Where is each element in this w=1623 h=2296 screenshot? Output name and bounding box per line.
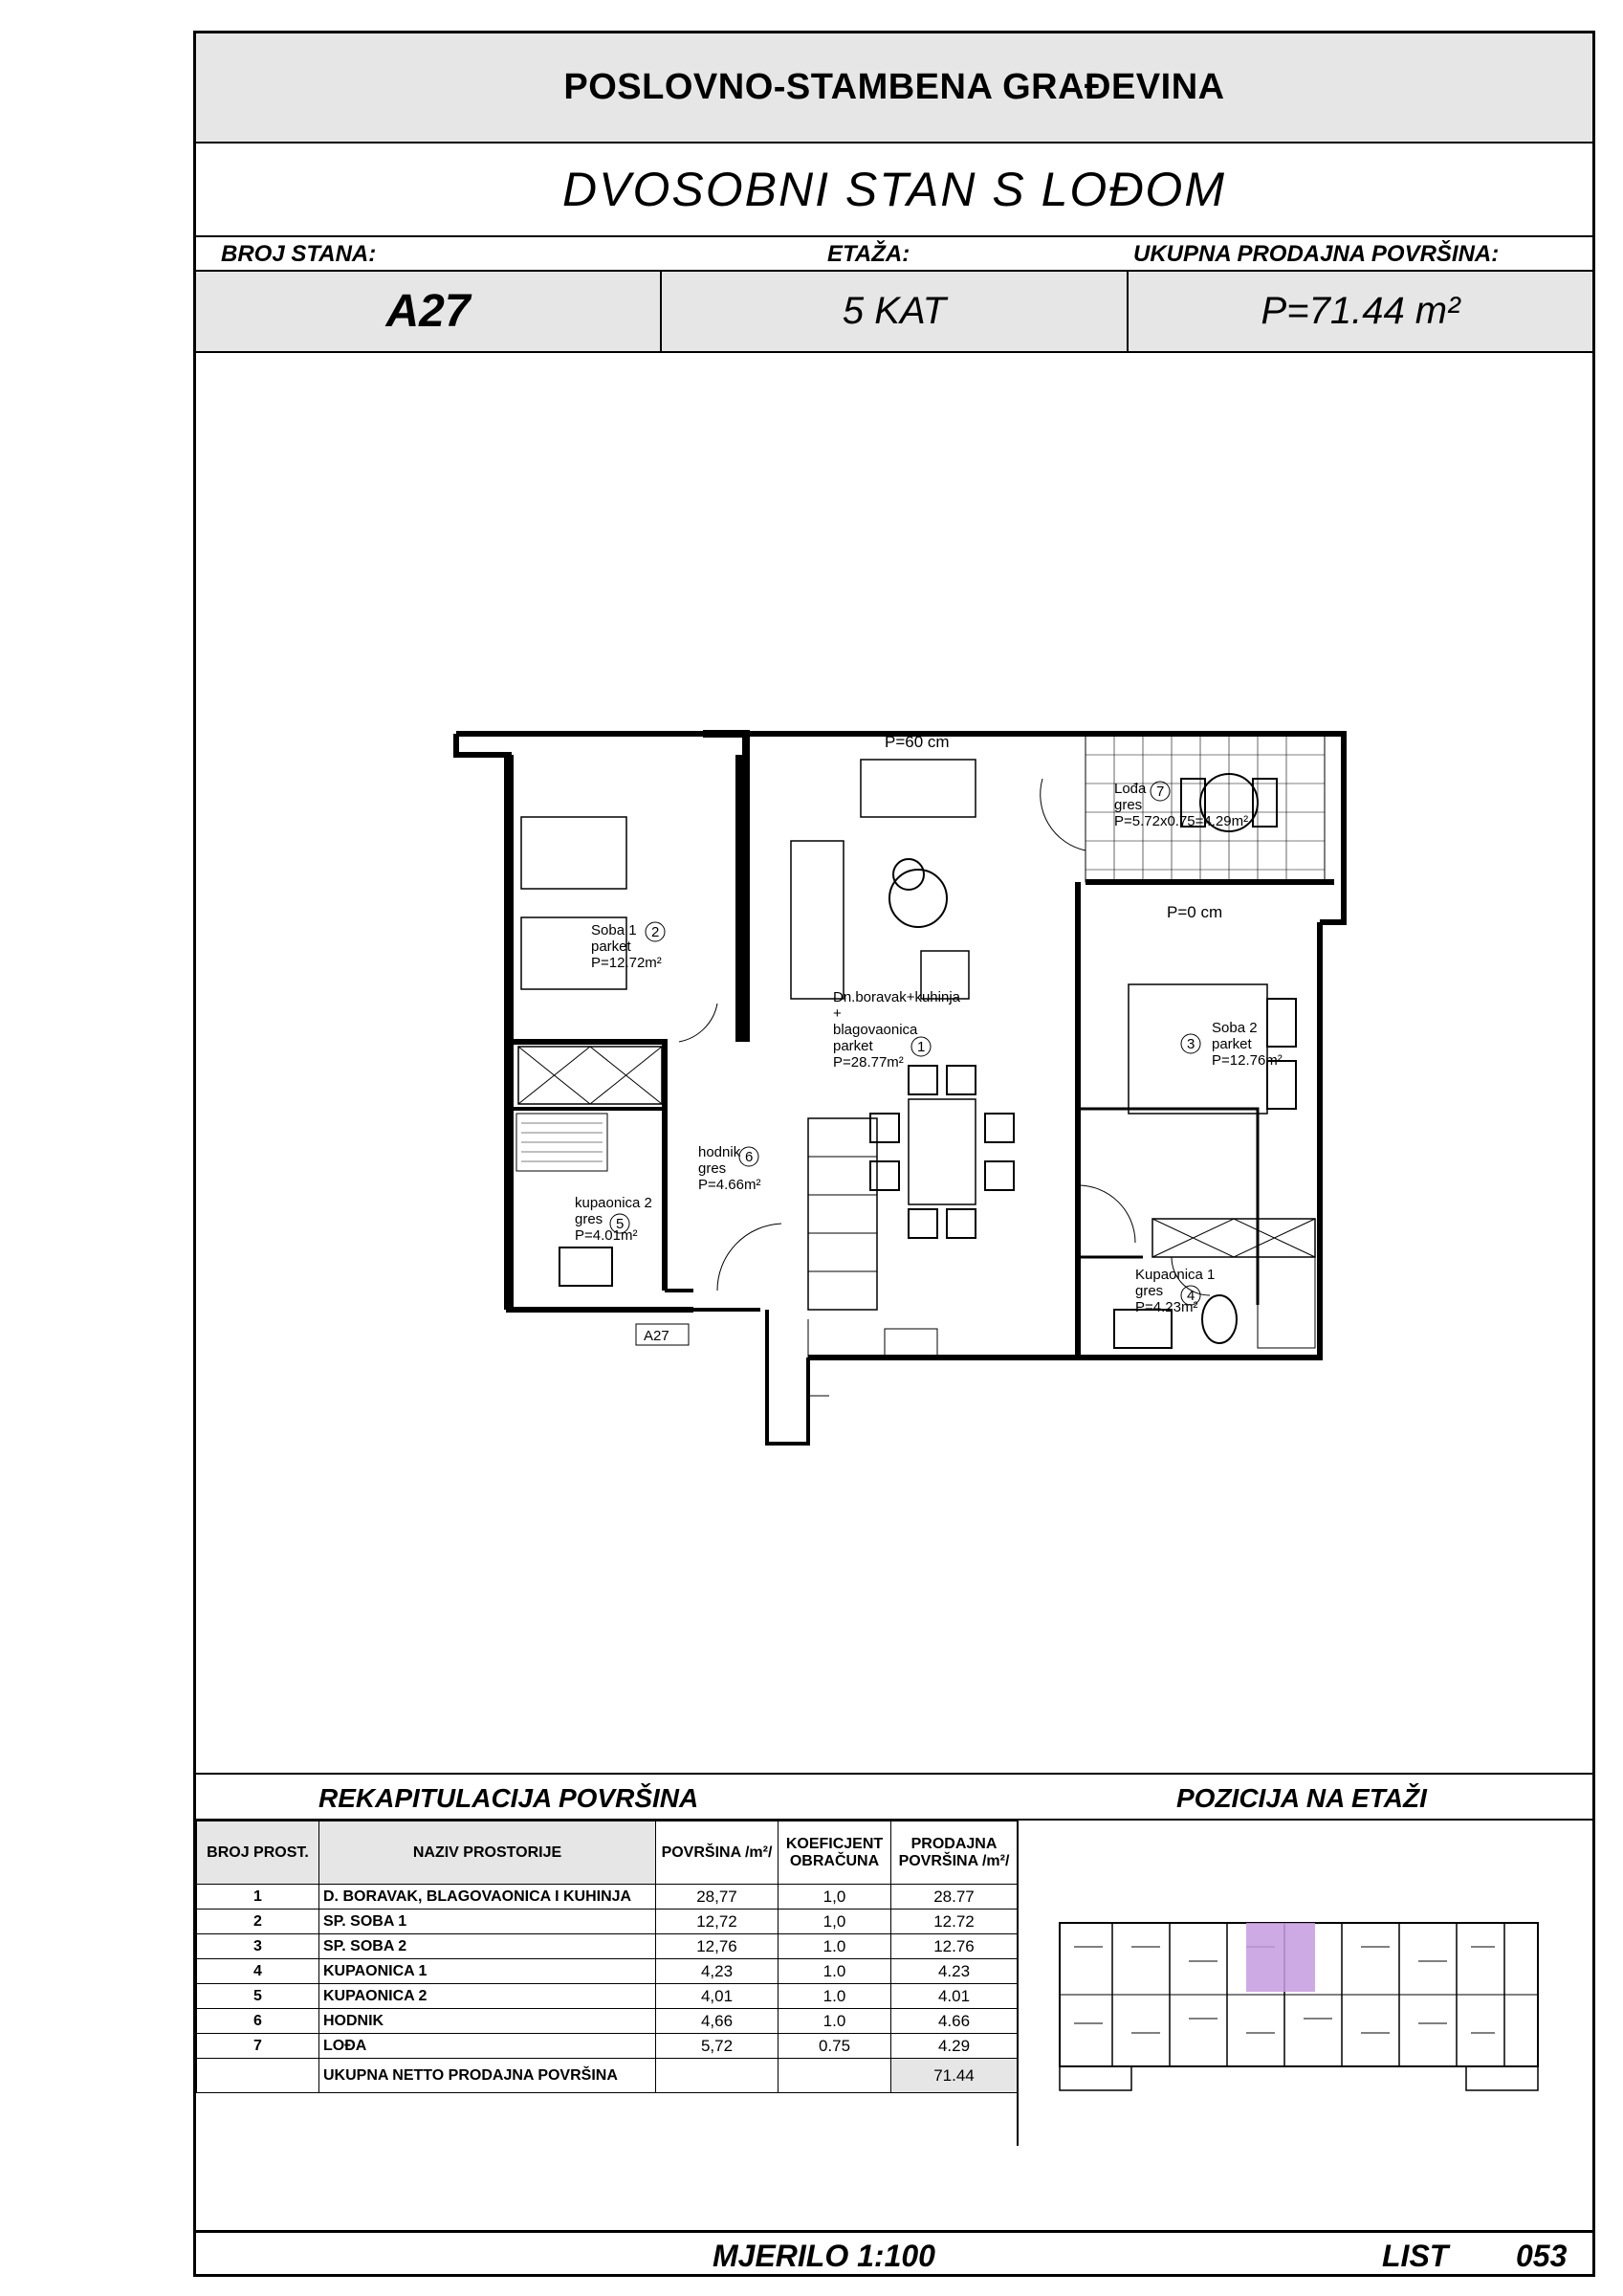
floor-value: 5 KAT [662, 272, 1129, 351]
svg-text:gres: gres [698, 1160, 727, 1177]
apartment-type: DVOSOBNI STAN S LOĐOM [196, 144, 1592, 237]
svg-text:parket: parket [833, 1038, 873, 1054]
room-label-1 [833, 989, 961, 1071]
svg-text:Dn.boravak+kuhinja: Dn.boravak+kuhinja [833, 989, 961, 1005]
floor-label: ETAŽA: [827, 241, 910, 267]
svg-text:parket: parket [1212, 1036, 1252, 1052]
position-title: POZICIJA NA ETAŽI [1176, 1783, 1427, 1813]
svg-text:Soba 1: Soba 1 [591, 922, 637, 938]
svg-text:P=28.77m²: P=28.77m² [833, 1054, 904, 1071]
svg-text:Soba 2: Soba 2 [1212, 1020, 1258, 1036]
drawing-sheet [193, 31, 1595, 2277]
floor-plan [196, 353, 1592, 1807]
position-divider [1017, 1821, 1019, 2146]
svg-text:kupaonica 2: kupaonica 2 [575, 1195, 652, 1211]
svg-text:+: + [833, 1005, 842, 1022]
project-title: POSLOVNO-STAMBENA GRAĐEVINA [196, 33, 1592, 144]
svg-text:2: 2 [651, 924, 660, 940]
table-row: 1 D. BORAVAK, BLAGOVAONICA I KUHINJA 28,77 1,0 28.77 [197, 1885, 1018, 1910]
room-label-2 [591, 922, 665, 971]
recap-title: REKAPITULACIJA POVRŠINA [318, 1783, 699, 1813]
svg-text:Lođa: Lođa [1114, 781, 1147, 797]
svg-text:P=12.76m²: P=12.76m² [1212, 1052, 1283, 1069]
svg-text:parket: parket [591, 938, 631, 955]
recap-header [196, 1773, 1592, 1821]
unit-label: BROJ STANA: [221, 241, 377, 267]
sheet-label: LIST [1382, 2239, 1449, 2273]
unit-highlight [1246, 1923, 1315, 1992]
room-label-5 [575, 1195, 652, 1244]
svg-text:hodnik: hodnik [698, 1144, 741, 1160]
svg-text:P=12.72m²: P=12.72m² [591, 955, 662, 971]
footer [196, 2230, 1592, 2276]
svg-text:6: 6 [745, 1149, 754, 1165]
table-row: 3 SP. SOBA 2 12,76 1.0 12.76 [197, 1934, 1018, 1959]
dimension-top: P=60 cm [885, 733, 950, 751]
table-row: 5 KUPAONICA 2 4,01 1.0 4.01 [197, 1984, 1018, 2009]
svg-text:4: 4 [1187, 1288, 1195, 1304]
table-row: 4 KUPAONICA 1 4,23 1.0 4.23 [197, 1959, 1018, 1984]
area-label: UKUPNA PRODAJNA POVRŠINA: [1133, 241, 1500, 267]
svg-text:gres: gres [575, 1211, 603, 1227]
room-label-4 [1135, 1267, 1215, 1315]
svg-text:P=4.23m²: P=4.23m² [1135, 1299, 1198, 1315]
recap-table [196, 1821, 1018, 2093]
room-label-6 [698, 1144, 760, 1193]
svg-text:P=4.01m²: P=4.01m² [575, 1227, 638, 1244]
svg-text:gres: gres [1114, 797, 1143, 813]
table-row: 2 SP. SOBA 1 12,72 1,0 12.72 [197, 1910, 1018, 1934]
svg-text:5: 5 [616, 1216, 625, 1232]
header-labels [196, 237, 1592, 272]
svg-text:blagovaonica: blagovaonica [833, 1022, 918, 1038]
header-values [196, 272, 1592, 353]
svg-text:Kupaonica 1: Kupaonica 1 [1135, 1267, 1216, 1283]
recap-table-header: BROJ PROST. NAZIV PROSTORIJE POVRŠINA /m²/ KOEFICJENT OBRAČUNA PRODAJNA POVRŠINA /m²/ [197, 1821, 1018, 1885]
area-value: P=71.44 m² [1261, 290, 1460, 332]
svg-text:P=4.66m²: P=4.66m² [698, 1177, 761, 1193]
unit-tag: A27 [644, 1328, 669, 1344]
svg-text:1: 1 [917, 1039, 926, 1055]
position-key-plan [1055, 1909, 1552, 2100]
scale-label: MJERILO 1:100 [713, 2239, 935, 2273]
dimension-mid: P=0 cm [1167, 903, 1223, 921]
unit-number: A27 [196, 272, 662, 351]
table-total-row: UKUPNA NETTO PRODAJNA POVRŠINA 71.44 [197, 2059, 1018, 2093]
svg-text:3: 3 [1187, 1036, 1195, 1052]
sheet-number: 053 [1516, 2239, 1568, 2273]
table-row: 6 HODNIK 4,66 1.0 4.66 [197, 2009, 1018, 2034]
table-row: 7 LOĐA 5,72 0.75 4.29 [197, 2034, 1018, 2059]
svg-text:7: 7 [1156, 784, 1165, 800]
svg-text:P=5.72x0.75=4.29m²: P=5.72x0.75=4.29m² [1114, 813, 1249, 829]
svg-text:gres: gres [1135, 1283, 1164, 1299]
